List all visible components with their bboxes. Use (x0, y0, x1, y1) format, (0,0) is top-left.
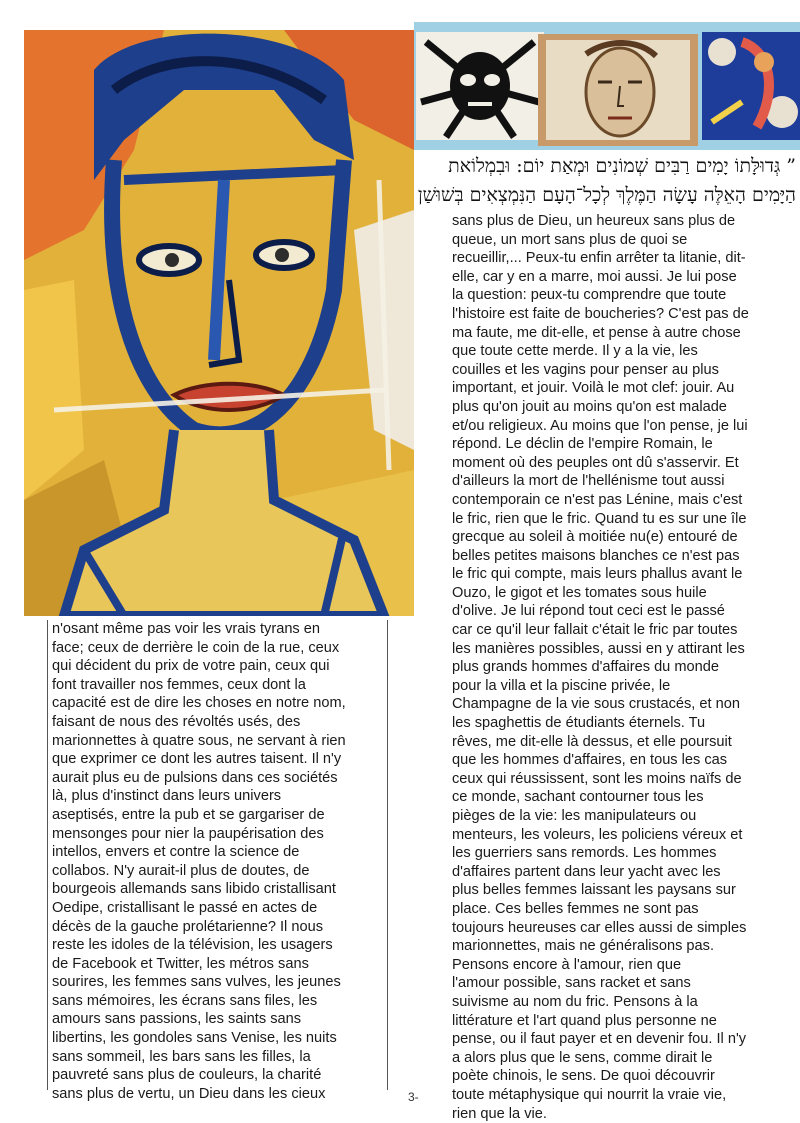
sun-face-thumbnail (416, 32, 544, 140)
page-number: 3- (408, 1090, 419, 1104)
hebrew-verse-line-2: הַיָּמִים הָאֵלֶּה עָשָׂה הַמֶּלֶךְ לְכָל־הָעָם הַנִּמְצְאִים בְּשׁוּשַׁן (417, 184, 796, 206)
expressionist-face-image (24, 30, 414, 616)
blue-figure-thumbnail (702, 32, 800, 140)
hebrew-verse-line-1: ” גְּדוּלָּתוֹ יָמִים רַבִּים שְׁמוֹנִים וּמְאַת יוֹם: וּבִמְלוֹאת (448, 155, 796, 177)
left-column-text: n'osant même pas voir les vrais tyrans en face; ceux de derrière le coin de la rue, ceux qui décident du prix de votre pain, ceux qui font travailler nos femmes, ceux dont la capacité est de dire les choses en notre nom, faisant de nous des révoltés usés, des marionnettes à quatre sous, ne servant à rien que exprimer ce dont les autres taisent. Il n'y aurait plus eu de pulsions dans ces sociétés là, plus d'instinct dans leurs univers aseptisés, entre la pub et se gargariser de mensonges pour nier la paupérisation des intellos, envers et contre la science de collabos. N'y aurait-il plus de doutes, de bourgeois allemands sans libido cristallisant Oedipe, cristallisant le passé en actes de décès de la gauche prolétarienne? Il nous reste les idoles de la télévision, les usagers de Facebook et Twitter, les métros sans sourires, les femmes sans vulves, les jeunes sans mémoires, les écrans sans files, les amours sans passions, les saints sans libertins, les gondoles sans Venise, les nuits sans sommeil, les bars sans les filles, la pauvreté sans plus de couleurs, la charité sans plus de vertu, un Dieu dans les cieux (47, 620, 388, 1090)
hebrew-verse (414, 152, 800, 218)
main-painting (24, 30, 414, 616)
thumbnail-strip (414, 22, 800, 150)
sketched-face-thumbnail (538, 34, 698, 146)
right-column-text: sans plus de Dieu, un heureux sans plus de queue, un mort sans plus de quoi se recueillir,... Peux-tu enfin arrêter ta litanie, dit- elle, car y en a marre, moi aussi. Je lui pose la question: peux-tu comprendre que toute l'histoire est faite de boucheries? C'est pas de ma faute, me dit-elle, et pense à autre chose que toute cette merde. Il y a la vie, les couilles et les vagins pour penser au plus important, et jouir. Voilà le mot clef: jouir. Au plus qu'on jouit au moins qu'on est malade et/ou religieux. Au moins que l'on pense, je lui répond. Le déclin de l'empire Romain, le moment où des peuples ont dû s'asservir. Et d'ailleurs la mort de l'hellénisme tout aussi contemporain ce n'est pas Lénine, mais c'est le fric, rien que le fric. Quand tu es sur une île grecque au soleil à moitiée nu(e) entouré de belles petites maisons blanches ce n'est pas le fric qui compte, mais leurs phallus avant le Ouzo, le gigot et les tomates sous huile d'olive. Je lui répond tout ceci est le passé car ce qu'il leur fallait c'était le fric par toutes les manières possibles, aussi en y attirant les plus grands hommes d'affaires du monde pour la villa et la piscine privée, le Champagne de la vie sous crustacés, et non les spaghettis de étudiants éternels. Tu rêves, me dit-elle là dessus, et elle poursuit que les hommes d'affaires, en tous les cas ceux qui réussissent, sont les moins naïfs de ce monde, sachant contourner tous les pièges de la vie: les manipulateurs ou menteurs, les voleurs, les policiens véreux et les guerriers sans remords. Les hommes d'affaires partent dans leur yacht avec les plus belles femmes laissant les paysans sur place. Ces belles femmes ne sont pas toujours heureuses car elles aussi de simples marionnettes, mais ne généralisons pas. Pensons encore à l'amour, rien que l'amour possible, sans racket et sans suivisme au nom du fric. Pensons à la littérature et l'art quand plus personne ne pense, ou il faut payer et en devenir fou. Il n'y a alors plus que le sens, comme dirait le poète chinois, le sens. De quoi découvrir toute métaphysique qui nourrit la vraie vie, rien que la vie. (452, 213, 749, 1122)
